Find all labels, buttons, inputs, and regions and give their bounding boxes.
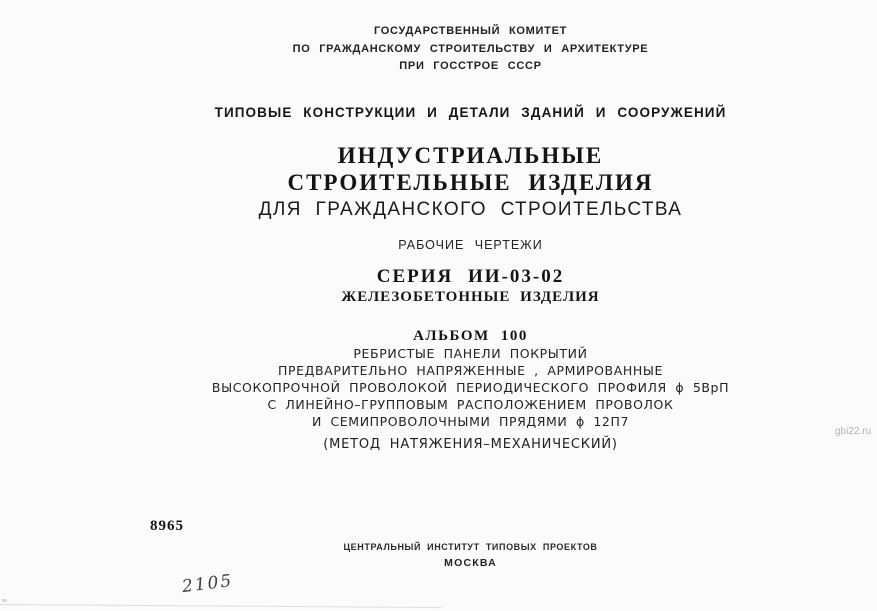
album-description-line-1: РЕБРИСТЫЕ ПАНЕЛИ ПОКРЫТИЙ bbox=[353, 346, 588, 361]
scan-edge-artifact bbox=[0, 604, 442, 608]
order-number: 8965 bbox=[150, 518, 184, 534]
album-number-heading: АЛЬБОМ 100 bbox=[413, 328, 528, 344]
series-number: СЕРИЯ ИИ-03-02 bbox=[376, 266, 565, 287]
album-description-line-5: И СЕМИПРОВОЛОЧНЫМИ ПРЯДЯМИ ϕ 12П7 bbox=[311, 414, 630, 429]
document-title-line-3: ДЛЯ ГРАЖДАНСКОГО СТРОИТЕЛЬСТВА bbox=[258, 199, 683, 220]
document-title-line-2: СТРОИТЕЛЬНЫЕ ИЗДЕЛИЯ bbox=[287, 170, 654, 195]
handwritten-inventory-number: 2105 bbox=[180, 570, 235, 598]
issuing-committee-line-2: ПО ГРАЖДАНСКОМУ СТРОИТЕЛЬСТВУ И АРХИТЕКТУРЕ bbox=[292, 43, 649, 55]
series-subject: ЖЕЛЕЗОБЕТОННЫЕ ИЗДЕЛИЯ bbox=[341, 289, 600, 305]
document-title-line-1: ИНДУСТРИАЛЬНЫЕ bbox=[337, 143, 604, 168]
publishing-city: МОСКВА bbox=[444, 557, 497, 569]
album-description-line-4: С ЛИНЕЙНО–ГРУППОВЫМ РАСПОЛОЖЕНИЕМ ПРОВОЛОК bbox=[267, 397, 674, 412]
issuing-committee-line-3: ПРИ ГОССТРОЕ СССР bbox=[399, 60, 542, 72]
site-watermark: gbi22.ru bbox=[835, 426, 872, 437]
issuing-committee-line-1: ГОСУДАРСТВЕННЫЙ КОМИТЕТ bbox=[373, 25, 568, 37]
tensioning-method-note: (МЕТОД НАТЯЖЕНИЯ–МЕХАНИЧЕСКИЙ) bbox=[323, 437, 618, 452]
standard-series-banner: ТИПОВЫЕ КОНСТРУКЦИИ И ДЕТАЛИ ЗДАНИЙ И СООРУЖЕНИЙ bbox=[214, 105, 727, 120]
publishing-institute: ЦЕНТРАЛЬНЫЙ ИНСТИТУТ ТИПОВЫХ ПРОЕКТОВ bbox=[343, 542, 598, 552]
scan-speck-artifact bbox=[2, 599, 7, 602]
album-description-line-2: ПРЕДВАРИТЕЛЬНО НАПРЯЖЕННЫЕ , АРМИРОВАННЫЕ bbox=[278, 363, 663, 378]
working-drawings-subtitle: РАБОЧИЕ ЧЕРТЕЖИ bbox=[398, 238, 543, 252]
album-description-line-3: ВЫСОКОПРОЧНОЙ ПРОВОЛОКОЙ ПЕРИОДИЧЕСКОГО ПРОФИЛЯ ϕ 5ВрП bbox=[211, 380, 730, 395]
